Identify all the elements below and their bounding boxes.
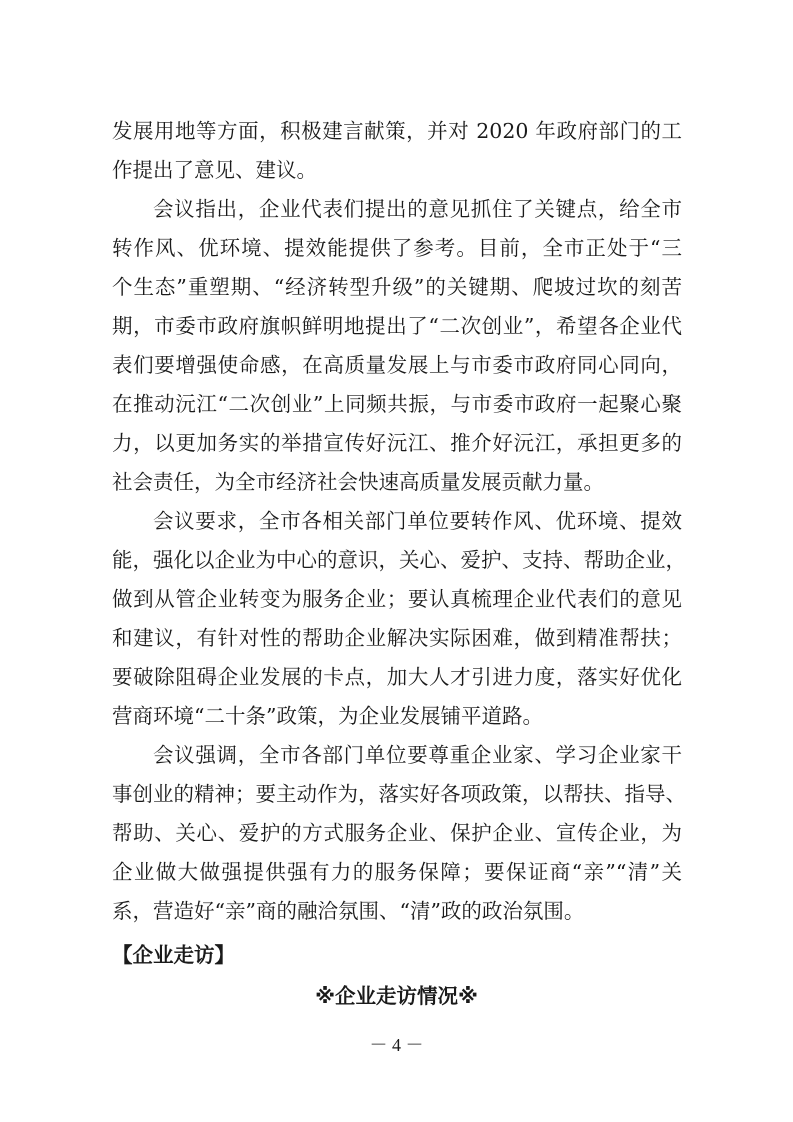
paragraph-line: 能，强化以企业为中心的意识，关心、爱护、支持、帮助企业， — [112, 548, 686, 572]
paragraph-line: 系，营造好“亲”商的融洽氛围、“清”政的政治氛围。 — [112, 899, 585, 923]
paragraph-line: 转作风、优环境、提效能提供了参考。目前，全市正处于“三 — [112, 236, 682, 260]
paragraph-line: 企业做大做强提供强有力的服务保障；要保证商“亲”“清”关 — [112, 860, 682, 884]
paragraph-line: 个生态”重塑期、“经济转型升级”的关键期、爬坡过坎的刻苦 — [112, 275, 682, 299]
paragraph-line: 营商环境“二十条”政策，为企业发展铺平道路。 — [112, 704, 543, 728]
paragraph-line: 在推动沅江“二次创业”上同频共振，与市委市政府一起聚心聚 — [112, 392, 682, 416]
paragraph-line: 事创业的精神；要主动作为，落实好各项政策，以帮扶、指导、 — [112, 782, 686, 806]
paragraph-line: 会议强调，全市各部门单位要尊重企业家、学习企业家干 — [153, 743, 682, 767]
paragraph-line: 要破除阻碍企业发展的卡点，加大人才引进力度，落实好优化 — [112, 665, 682, 689]
paragraph-line: 作提出了意见、建议。 — [112, 158, 317, 182]
paragraph-line: 力，以更加务实的举措宣传好沅江、推介好沅江，承担更多的 — [112, 431, 682, 455]
paragraph-line: 会议指出，企业代表们提出的意见抓住了关键点，给全市 — [153, 197, 682, 221]
paragraph-line: 帮助、关心、爱护的方式服务企业、保护企业、宣传企业，为 — [112, 821, 682, 845]
paragraph-line: 社会责任，为全市经济社会快速高质量发展贡献力量。 — [112, 470, 604, 494]
paragraph-line: 表们要增强使命感，在高质量发展上与市委市政府同心同向， — [112, 353, 682, 377]
paragraph-line: 发展用地等方面，积极建言献策，并对 2020 年政府部门的工 — [112, 119, 682, 143]
paragraph-line: 期，市委市政府旗帜鲜明地提出了“二次创业”，希望各企业代 — [112, 314, 682, 338]
paragraph-line: 会议要求，全市各相关部门单位要转作风、优环境、提效 — [153, 509, 682, 533]
body-text — [112, 112, 686, 931]
paragraph-line: 做到从管企业转变为服务企业；要认真梳理企业代表们的意见 — [112, 587, 682, 611]
section-heading: 【企业走访】 — [112, 943, 235, 967]
page-number: － 4 － — [369, 1035, 424, 1055]
section-title: ※企业走访情况※ — [315, 984, 478, 1008]
paragraph-line: 和建议，有针对性的帮助企业解决实际困难，做到精准帮扶； — [112, 626, 682, 650]
